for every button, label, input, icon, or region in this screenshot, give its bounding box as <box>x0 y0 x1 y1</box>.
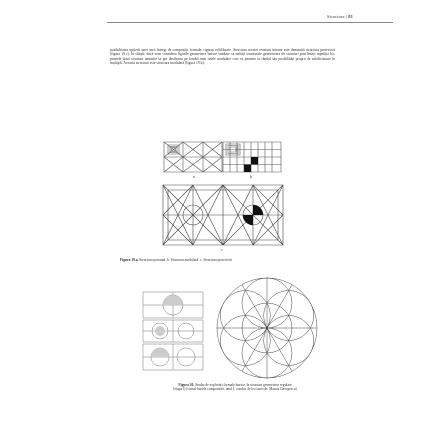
body-paragraph <box>110 48 335 66</box>
header-rule <box>107 22 393 23</box>
label-c: c <box>221 247 223 252</box>
figure-20-caption <box>120 383 350 392</box>
figure-19ab <box>163 141 283 175</box>
label-a: a <box>193 174 195 179</box>
figure-20-caption-line1: Studiu de explorări formale bazice, în structuri geometrice regulate <box>195 383 292 387</box>
sketch-fill-1 <box>163 295 183 305</box>
figure-19c <box>162 184 284 246</box>
figure-19-caption-title: Figura 19.a. <box>120 258 139 262</box>
sketch-fill-3 <box>151 348 169 357</box>
header-separator: | <box>345 14 347 19</box>
section-title: Structura <box>326 14 345 19</box>
page-header <box>327 14 353 19</box>
sketch-fill-2 <box>155 326 165 336</box>
figure-20-caption-title: Figura 20. <box>178 383 195 387</box>
page-number: 81 <box>348 14 353 19</box>
modular-cell-filled-2 <box>244 165 251 173</box>
figure-20-sketches <box>140 290 208 374</box>
figure-20-circles <box>207 276 327 380</box>
paragraph-text: posibilitatea inițierii unei serii întregi de compoziții formale, riguros echilibrate. Structura acestei tensiuni interne este denumită structură proiectivă (figura 19.c). În sfârșit, dacă vom considera figurile geometrice bazice studiate ca unități structurale generatoare de structuri prin însăși repetiția lor, primele două structuri amintite se pot desfășura pe fondul unei rețele modulare care va permite la rândul său posibilități proprii de subdiviziune în multipli. Această structură este structura modulară (figura 19.b). <box>110 48 335 66</box>
modular-cell-filled-1 <box>251 157 258 165</box>
label-b: b <box>250 174 253 179</box>
figure-19-caption-text: Structura portantă. b. Structura modulară. c. Structura proiectivă <box>139 258 232 262</box>
figure-20-caption-line2: (etapa I) (cursul bazele compoziției, anul I, condus de lect.univ.dr. Marius Georgescu) <box>173 387 297 392</box>
figure-19-caption <box>120 258 350 262</box>
